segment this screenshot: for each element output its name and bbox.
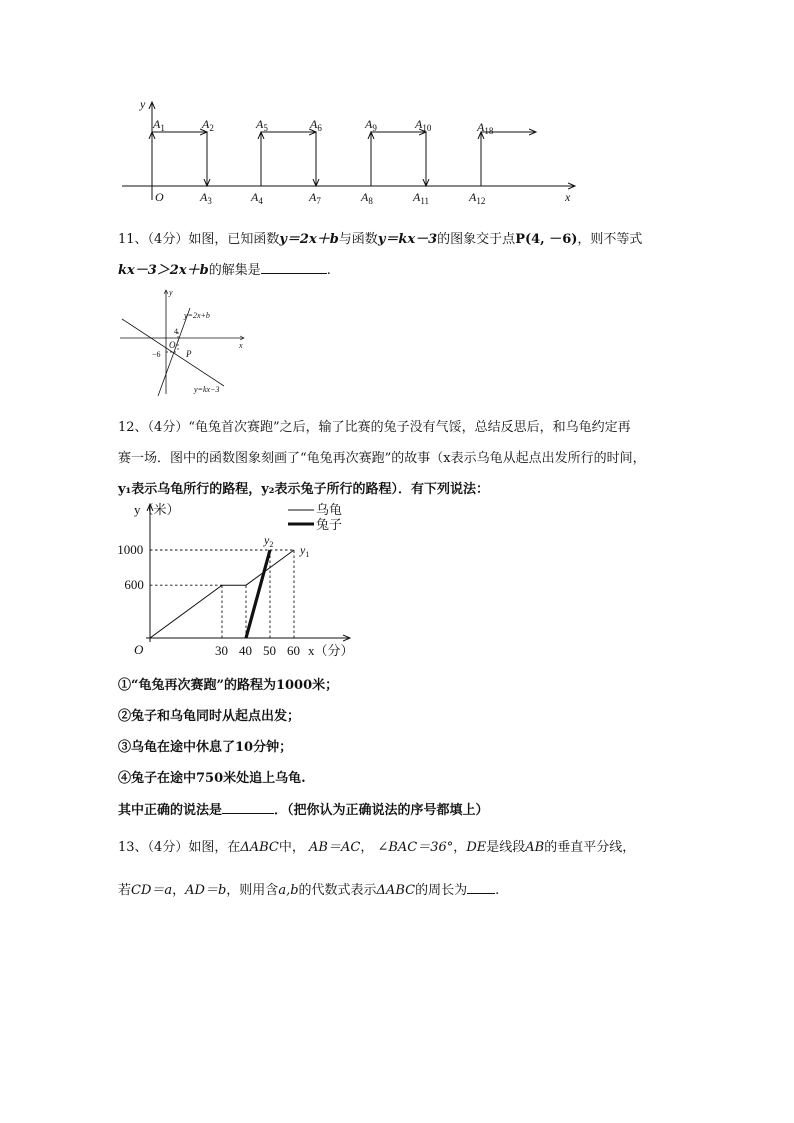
q13-text-e: 是线段 [486, 840, 526, 855]
x-tick-60: 60 [287, 643, 300, 658]
q11-inequality: kx－3＞2x＋b [118, 263, 209, 278]
q11-text-a: 如图，已知函数 [188, 232, 280, 247]
q11-function-1: y＝2x＋b [279, 232, 339, 247]
tick-y-minus6: −6 [152, 350, 161, 359]
q13-text-k: 的周长为 [415, 883, 468, 898]
q13-text-d: ， [453, 840, 467, 855]
graph-origin: O [169, 340, 176, 350]
label-a6: $A_6$ [310, 117, 322, 133]
race-chart [118, 496, 368, 666]
q13-text-b: 中， [278, 840, 305, 855]
q12-text-2: 赛一场．图中的函数图象刻画了“龟兔再次赛跑”的故事（x表示乌龟从起点出发所行的时间， [118, 451, 646, 466]
q13-text-end: . [495, 883, 500, 898]
series-label-y2: $y_2$ [264, 533, 274, 549]
q12-statement-2: ②兔子和乌龟同时从起点出发； [118, 709, 301, 724]
q11-text-e: 的解集是 [208, 263, 261, 278]
q11-line1 [118, 228, 642, 247]
x-tick-50: 50 [263, 643, 276, 658]
x-axis-label: x [565, 190, 571, 204]
q13-line2 [118, 879, 499, 898]
label-a10: $A_{10}$ [415, 117, 432, 133]
q12-answer-text-b: ．（把你认为正确说法的序号都填上） [274, 803, 489, 818]
x-tick-40: 40 [239, 643, 252, 658]
q13-answer-blank[interactable] [467, 879, 495, 894]
y-tick-1000: 1000 [117, 542, 144, 557]
chart-ylabel: y（米） [134, 502, 180, 517]
q12-line3 [118, 478, 489, 497]
q12-answer-line [118, 799, 489, 818]
q13-line1 [118, 836, 635, 855]
q11-line2 [118, 259, 331, 278]
q11-text-b: 与函数 [338, 232, 378, 247]
label-a1: $A_1$ [153, 117, 165, 133]
label-a5: $A_5$ [256, 117, 268, 133]
q13-angle: ∠BAC＝36° [377, 840, 454, 855]
series-label-y2-sub: 2 [269, 540, 274, 549]
legend-rabbit: 兔子 [316, 517, 343, 532]
q13-text-a: 如图，在 [188, 840, 241, 855]
graph-x-label: x [239, 341, 243, 350]
line-y-kx-3 [122, 319, 224, 386]
q12-statement-1: ①“龟兔再次赛跑”的路程为1000米； [118, 678, 339, 693]
q13-text-g: 若 [118, 883, 132, 898]
point-p: P [186, 349, 192, 359]
series-label-y1: $y_1$ [300, 543, 310, 559]
label-a8: $A_8$ [361, 190, 373, 206]
q13-text-i: ，则用含 [226, 883, 279, 898]
label-line-2: y=kx−3 [194, 385, 220, 394]
q11-number: 11、（4分） [118, 232, 189, 247]
q12-statement-3: ③乌龟在途中休息了10分钟； [118, 740, 293, 755]
q12-statement-4: ④兔子在途中750米处追上乌龟. [118, 771, 306, 786]
q13-ad: AD＝b [185, 883, 227, 898]
q13-equality: AB＝AC [309, 840, 361, 855]
q11-text-end: . [326, 263, 331, 278]
q12-number: 12、（4分） [118, 420, 189, 435]
q13-text-j: 的代数式表示 [298, 883, 377, 898]
q11-function-2: y＝kx－3 [377, 232, 438, 247]
q13-triangle-1: ΔABC [240, 840, 279, 855]
series-rabbit-line [246, 550, 270, 638]
label-a18: $A_{18}$ [477, 120, 494, 136]
q13-ab-vars: a,b [278, 883, 299, 898]
label-a3: $A_3$ [200, 190, 212, 206]
legend-tortoise: 乌龟 [316, 502, 343, 517]
label-a9: $A_9$ [365, 117, 377, 133]
q11-point: P(4, －6) [515, 232, 578, 247]
q13-text-f: 的垂直平分线， [544, 840, 636, 855]
label-a11: $A_{11}$ [413, 190, 430, 206]
q13-text-c: ， [360, 840, 374, 855]
chart-origin: O [134, 642, 144, 657]
q13-number: 13、（4分） [118, 840, 189, 855]
q13-triangle-2: ΔABC [376, 883, 416, 898]
series-label-y1-sub: 1 [305, 550, 310, 559]
label-a12: $A_{12}$ [469, 190, 486, 206]
q11-text-d: ，则不等式 [577, 232, 643, 247]
origin-label: O [155, 190, 164, 204]
label-a2: $A_2$ [202, 117, 214, 133]
series-tortoise-line [150, 550, 294, 638]
label-line-1: y=2x+b [184, 311, 210, 320]
q13-text-h: ， [172, 883, 186, 898]
label-a4: $A_4$ [251, 190, 263, 206]
q11-text-c: 的图象交于点 [437, 232, 516, 247]
q13-cd: CD＝a [131, 883, 173, 898]
q13-segment-de: DE [466, 840, 487, 855]
q12-text-1: “龟兔首次赛跑”之后，输了比赛的兔子没有气馁，总结反思后，和乌龟约定再 [188, 420, 631, 435]
chart-xlabel: x（分） [308, 643, 354, 658]
q12-text-3: y₁表示乌龟所行的路程，y₂表示兔子所行的路程）．有下列说法： [118, 482, 489, 497]
x-tick-30: 30 [215, 643, 228, 658]
label-a7: $A_7$ [309, 190, 321, 206]
q11-graph [116, 286, 251, 398]
q13-segment-ab: AB [525, 840, 545, 855]
q12-answer-text-a: 其中正确的说法是 [118, 803, 223, 818]
y-tick-600: 600 [124, 577, 144, 593]
q11-answer-blank[interactable] [261, 259, 327, 274]
y-axis-label: y [140, 97, 146, 111]
tick-x-4: 4 [174, 327, 178, 336]
q12-line2 [118, 447, 646, 466]
graph-y-label: y [169, 288, 173, 297]
q12-line1 [118, 416, 631, 435]
arrow-path-figure [110, 90, 590, 215]
q12-answer-blank[interactable] [222, 799, 274, 814]
